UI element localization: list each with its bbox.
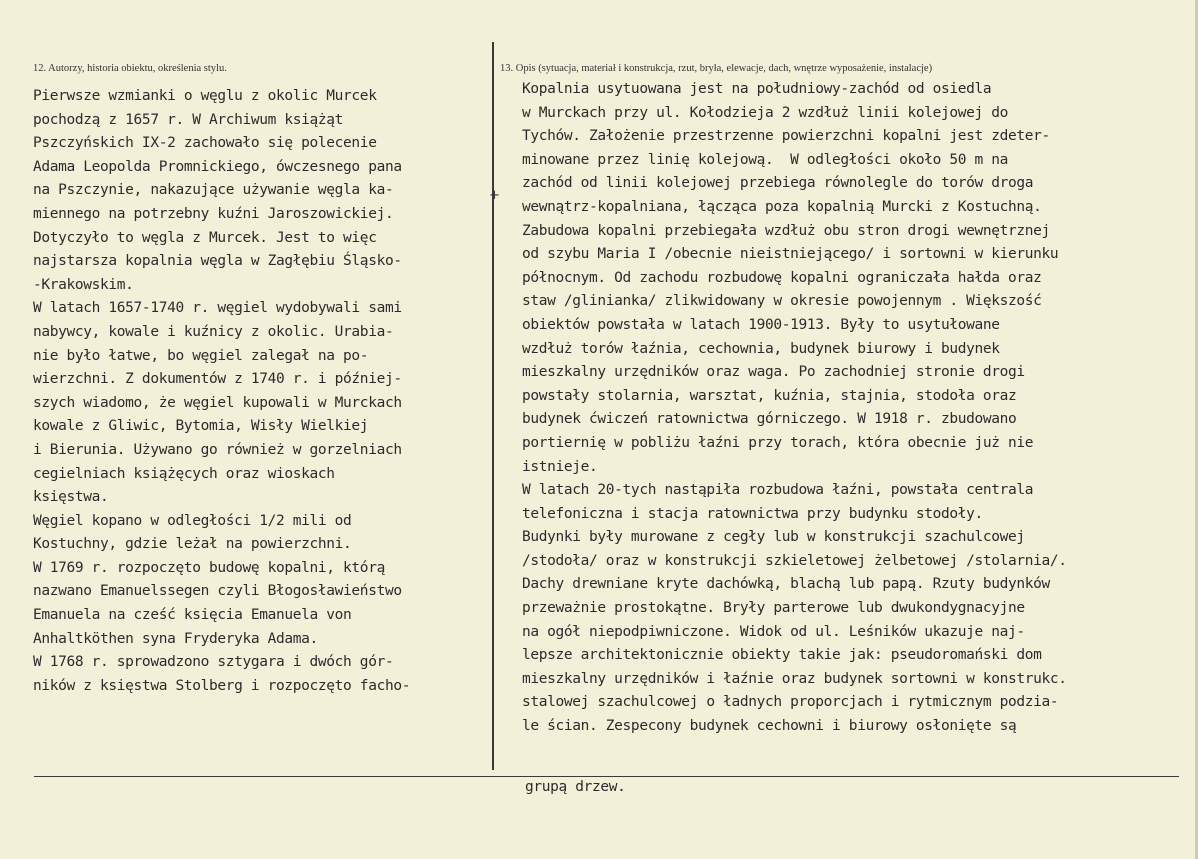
section-13-line: obiektów powstała w latach 1900-1913. Były to usytułowane bbox=[522, 316, 1000, 333]
section-13-line: Dachy drewniane kryte dachówką, blachą lub papą. Rzuty budynków bbox=[522, 576, 1050, 593]
section-12-line: cegielniach książęcych oraz wioskach bbox=[33, 465, 335, 482]
section-13-line: W latach 20-tych nastąpiła rozbudowa łaźni, powstała centrala bbox=[522, 482, 1034, 499]
section-13-line: mieszkalny urzędników i łaźnie oraz budynek sortowni w konstrukc. bbox=[522, 670, 1067, 687]
section-12-line: Pszczyńskich IX-2 zachowało się polecenie bbox=[33, 135, 377, 152]
section-13-line: stalowej szachulcowej o ładnych proporcjach i rytmicznym podzia- bbox=[522, 694, 1059, 711]
section-12-line: wierzchni. Z dokumentów z 1740 r. i później- bbox=[33, 371, 402, 388]
section-13-line: północnym. Od zachodu rozbudowę kopalni ograniczała hałda oraz bbox=[522, 269, 1042, 286]
section-12-text bbox=[33, 85, 410, 698]
section-12-line: Adama Leopolda Promnickiego, ówczesnego pana bbox=[33, 158, 402, 175]
section-12-line: Węgiel kopano w odległości 1/2 mili od bbox=[33, 512, 352, 529]
section-13-line: portiernię w pobliżu łaźni przy torach, która obecnie już nie bbox=[522, 434, 1034, 451]
section-12-line: księstwa. bbox=[33, 489, 109, 506]
section-12-line: pochodzą z 1657 r. W Archiwum książąt bbox=[33, 111, 344, 128]
section-13-line: przeważnie prostokątne. Bryły parterowe lub dwukondygnacyjne bbox=[522, 600, 1025, 617]
section-13-line: w Murckach przy ul. Kołodzieja 2 wzdłuż linii kolejowej do bbox=[522, 104, 1009, 121]
section-13-line: istnieje. bbox=[522, 458, 598, 475]
section-13-line: od szybu Maria I /obecnie nieistniejącego/ i sortowni w kierunku bbox=[522, 246, 1059, 263]
section-12-line: Kostuchny, gdzie leżał na powierzchni. bbox=[33, 536, 352, 553]
section-12-line: Anhaltköthen syna Fryderyka Adama. bbox=[33, 630, 318, 647]
section-13-line: zachód od linii kolejowej przebiega równolegle do torów droga bbox=[522, 175, 1034, 192]
section-12-line: -Krakowskim. bbox=[33, 276, 134, 293]
section-12-line: i Bierunia. Używano go również w gorzelniach bbox=[33, 441, 402, 458]
section-13-line: powstały stolarnia, warsztat, kuźnia, stajnia, stodoła oraz bbox=[522, 387, 1017, 404]
section-13-line: minowane przez linię kolejową. W odległości około 50 m na bbox=[522, 151, 1009, 168]
section-12-line: najstarsza kopalnia węgla w Zagłębiu Śląsko- bbox=[33, 253, 402, 270]
column-divider bbox=[492, 42, 494, 770]
section-13-line: na ogół niepodpiwniczone. Widok od ul. Leśników ukazuje naj- bbox=[522, 623, 1025, 640]
section-12-line: nabywcy, kowale i kuźnicy z okolic. Urabia- bbox=[33, 323, 394, 340]
section-12-line: szych wiadomo, że węgiel kupowali w Murckach bbox=[33, 394, 402, 411]
section-13-line: Kopalnia usytuowana jest na południowy-zachód od osiedla bbox=[522, 81, 992, 97]
section-12-line: ników z księstwa Stolberg i rozpoczęto facho- bbox=[33, 677, 411, 694]
section-12-line: Dotyczyło to węgla z Murcek. Jest to więc bbox=[33, 229, 377, 246]
section-13-line: le ścian. Zespecony budynek cechowni i biurowy osłonięte są bbox=[522, 718, 1017, 735]
section-13-line: /stodoła/ oraz w konstrukcji szkieletowej żelbetowej /stolarnia/. bbox=[522, 552, 1067, 569]
section-13-line: mieszkalny urzędników oraz waga. Po zachodniej stronie drogi bbox=[522, 364, 1025, 381]
section-12-line: kowale z Gliwic, Bytomia, Wisły Wielkiej bbox=[33, 418, 369, 435]
section-13-continuation: grupą drzew. bbox=[525, 779, 626, 795]
section-13-line: Tychów. Założenie przestrzenne powierzchni kopalni jest zdeter- bbox=[522, 128, 1050, 145]
section-12-line: W 1769 r. rozpoczęto budowę kopalni, którą bbox=[33, 559, 385, 576]
section-13-line: wewnątrz-kopalniana, łącząca poza kopalnią Murcki z Kostuchną. bbox=[522, 198, 1042, 215]
section-13-line: telefoniczna i stacja ratownictwa przy budynku stodoły. bbox=[522, 505, 983, 522]
section-12-line: na Pszczynie, nakazujące używanie węgla ka- bbox=[33, 182, 394, 199]
section-13-line: Zabudowa kopalni przebiegała wzdłuż obu stron drogi wewnętrznej bbox=[522, 222, 1050, 239]
section-12-line: miennego na potrzebny kuźni Jaroszowickiej. bbox=[33, 205, 394, 222]
section-13-text bbox=[522, 78, 1067, 739]
section-12-line: W 1768 r. sprowadzono sztygara i dwóch gór- bbox=[33, 654, 394, 671]
plus-mark: + bbox=[489, 188, 500, 203]
section-13-line: lepsze architektonicznie obiekty takie jak: pseudoromański dom bbox=[522, 647, 1042, 664]
section-12-heading: 12. Autorzy, historia obiektu, określenia stylu. bbox=[33, 63, 227, 74]
section-13-line: staw /glinianka/ zlikwidowany w okresie powojennym . Większość bbox=[522, 293, 1042, 310]
section-12-line: Emanuela na cześć księcia Emanuela von bbox=[33, 607, 352, 624]
section-12-line: nazwano Emanuelssegen czyli Błogosławieństwo bbox=[33, 583, 402, 600]
section-13-line: budynek ćwiczeń ratownictwa górniczego. W 1918 r. zbudowano bbox=[522, 411, 1017, 428]
section-12-line: W latach 1657-1740 r. węgiel wydobywali sami bbox=[33, 300, 402, 317]
section-12-line: Pierwsze wzmianki o węglu z okolic Murcek bbox=[33, 88, 377, 104]
section-12-line: nie było łatwe, bo węgiel zalegał na po- bbox=[33, 347, 369, 364]
section-13-heading: 13. Opis (sytuacja, materiał i konstrukcja, rzut, bryła, elewacje, dach, wnętrze wyposażenie, instalacje) bbox=[500, 63, 933, 74]
section-13-line: wzdłuż torów łaźnia, cechownia, budynek biurowy i budynek bbox=[522, 340, 1000, 357]
section-13-line: Budynki były murowane z cegły lub w konstrukcji szachulcowej bbox=[522, 529, 1025, 546]
